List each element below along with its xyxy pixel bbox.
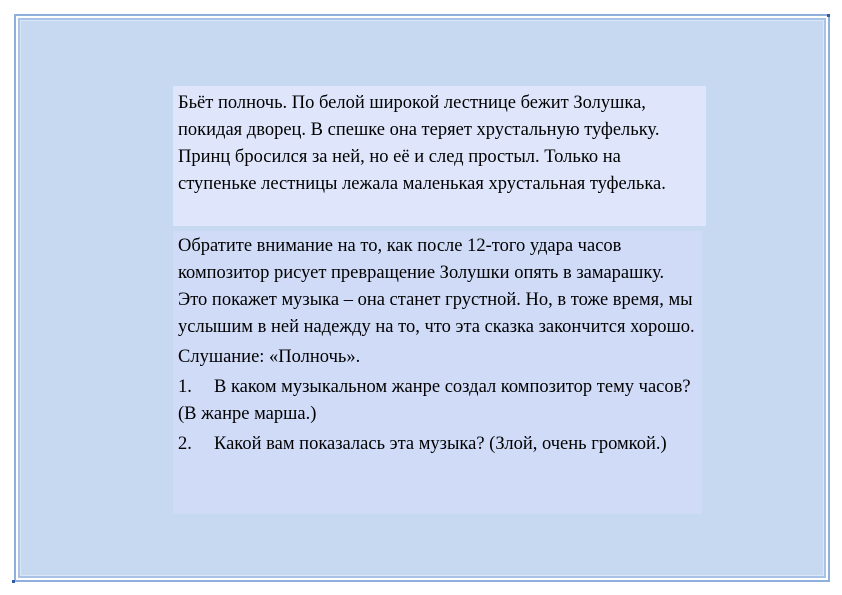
question-number: 2.	[178, 434, 192, 454]
corner-marker-top-right	[827, 14, 830, 17]
question-text: Какой вам показалась эта музыка? (Злой, очень громкой.)	[214, 434, 667, 454]
listening-label: Слушание: «Полночь».	[178, 347, 361, 367]
question-item	[178, 431, 696, 458]
lesson-text-block	[173, 231, 702, 514]
story-paragraph: Бьёт полночь. По белой широкой лестнице бежит Золушка, покидая дворец. В спешке она теряет хрустальную туфельку. Принц бросился за ней, но её и след простыл. Только на ступеньке лестницы лежала маленькая хрустальная туфелька.	[178, 93, 666, 194]
teacher-note-paragraph: Обратите внимание на то, как после 12-того удара часов композитор рисует превращение Золушки опять в замарашку. Это покажет музыка – она станет грустной. Но, в тоже время, мы услышим в ней надежду на то, что эта сказка закончится хорошо.	[178, 236, 695, 337]
corner-marker-bottom-left	[12, 580, 15, 583]
story-text-block	[173, 86, 706, 226]
question-item	[178, 374, 696, 428]
question-text: В каком музыкальном жанре создал композитор тему часов? (В жанре марша.)	[178, 377, 691, 424]
question-number: 1.	[178, 377, 192, 397]
